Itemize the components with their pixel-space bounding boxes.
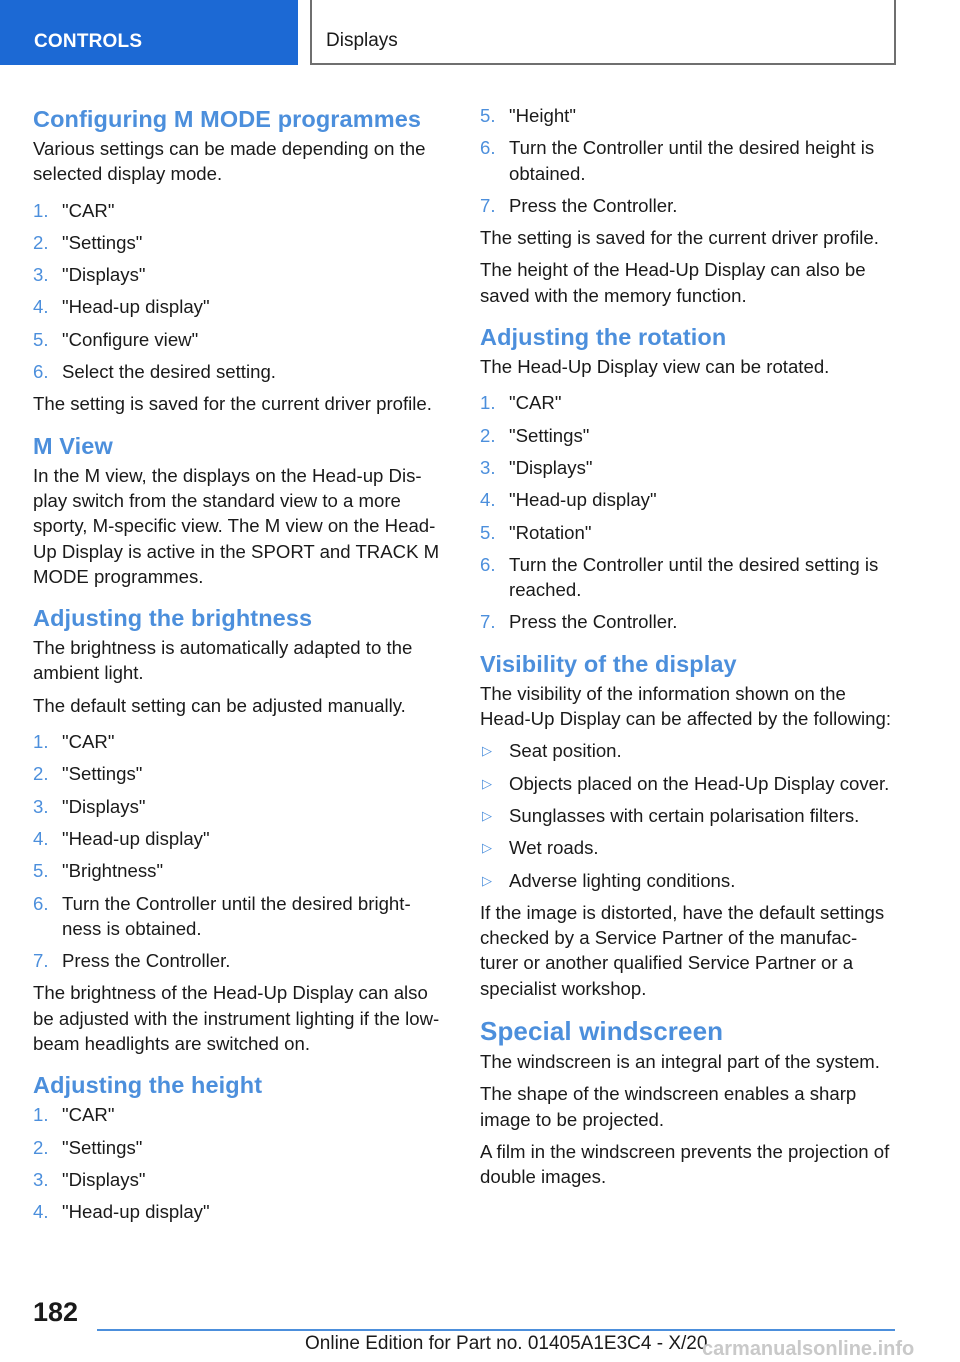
step-text: "Settings" bbox=[62, 1136, 143, 1158]
list-step bbox=[480, 390, 900, 415]
step-text: Turn the Controller until the desired height is obtained. bbox=[509, 137, 875, 184]
step-text: "Displays" bbox=[62, 264, 146, 286]
step-number: 3. bbox=[480, 456, 496, 478]
steps-list bbox=[33, 198, 445, 385]
bullet-item bbox=[480, 771, 900, 796]
step-number: 1. bbox=[480, 392, 496, 414]
step-number: 4. bbox=[480, 489, 496, 511]
list-step bbox=[33, 1167, 445, 1192]
heading-rotation: Adjusting the rotation bbox=[480, 324, 727, 351]
step-text: "Head-up display" bbox=[62, 296, 210, 318]
list-step bbox=[33, 948, 445, 973]
paragraph: In the M view, the displays on the Head-up Dis‐ play switch from the standard view to a more sporty, M-specific view. The M view on the Head-Up Display is active in the SPORT and TRACK M MODE programmes. bbox=[33, 464, 440, 587]
list-step bbox=[33, 359, 445, 384]
paragraph: The visibility of the information shown on the Head-Up Display can be affected by the following: bbox=[480, 682, 892, 730]
triangle-bullet-icon: ▷ bbox=[482, 807, 492, 823]
bullet-text: Wet roads. bbox=[509, 837, 599, 859]
steps-list bbox=[33, 729, 445, 973]
step-text: Turn the Controller until the desired setting is reached. bbox=[509, 553, 879, 601]
step-text: "Displays" bbox=[62, 795, 146, 817]
step-text: "Displays" bbox=[509, 456, 593, 478]
step-number: 2. bbox=[33, 1136, 49, 1158]
paragraph: The Head-Up Display view can be rotated. bbox=[480, 356, 830, 378]
step-text: "Configure view" bbox=[62, 328, 199, 350]
step-number: 4. bbox=[33, 1201, 49, 1223]
chapter-title: Displays bbox=[326, 30, 398, 51]
page-header bbox=[0, 0, 960, 66]
bullet-list bbox=[480, 738, 900, 892]
step-number: 5. bbox=[480, 105, 496, 126]
steps-list bbox=[480, 390, 900, 634]
triangle-bullet-icon: ▷ bbox=[482, 840, 492, 856]
list-step bbox=[33, 262, 445, 287]
step-number: 3. bbox=[33, 1168, 49, 1190]
triangle-bullet-icon: ▷ bbox=[482, 775, 492, 791]
edition-text: Online Edition for Part no. 01405A1E3C4 - X/20 bbox=[305, 1333, 708, 1354]
step-text: "Settings" bbox=[509, 424, 590, 446]
triangle-bullet-icon: ▷ bbox=[482, 743, 492, 759]
heading-special-windscreen: Special windscreen bbox=[480, 1016, 724, 1047]
list-step bbox=[33, 327, 445, 352]
footer-divider bbox=[97, 1329, 895, 1331]
step-number: 7. bbox=[480, 611, 496, 633]
paragraph: The height of the Head-Up Display can also be saved with the memory function. bbox=[480, 259, 866, 306]
paragraph: The setting is saved for the current driver profile. bbox=[480, 227, 879, 249]
step-number: 2. bbox=[33, 763, 49, 785]
step-number: 5. bbox=[33, 328, 49, 350]
list-step bbox=[480, 552, 900, 603]
step-text: Press the Controller. bbox=[509, 194, 678, 216]
step-number: 5. bbox=[33, 860, 49, 882]
bullet-item bbox=[480, 803, 900, 828]
step-number: 2. bbox=[480, 424, 496, 446]
step-number: 5. bbox=[480, 521, 496, 543]
step-number: 3. bbox=[33, 795, 49, 817]
paragraph: The brightness is automatically adapted to the ambient light. bbox=[33, 637, 413, 684]
step-text: "Head-up display" bbox=[62, 827, 210, 849]
list-step bbox=[480, 103, 900, 128]
list-step bbox=[33, 891, 445, 942]
step-text: "CAR" bbox=[62, 731, 115, 753]
steps-list bbox=[33, 1102, 445, 1224]
step-number: 2. bbox=[33, 231, 49, 253]
step-number: 1. bbox=[33, 1104, 49, 1126]
step-text: "Height" bbox=[509, 105, 576, 126]
step-text: "Displays" bbox=[62, 1168, 146, 1190]
step-text: Press the Controller. bbox=[62, 950, 231, 972]
step-text: "Head-up display" bbox=[62, 1201, 210, 1223]
chapter-tab bbox=[310, 0, 896, 65]
paragraph: The setting is saved for the current driver profile. bbox=[33, 393, 432, 415]
step-number: 3. bbox=[33, 264, 49, 286]
heading-height: Adjusting the height bbox=[33, 1072, 263, 1099]
left-column bbox=[33, 100, 445, 1232]
step-number: 1. bbox=[33, 199, 49, 221]
triangle-bullet-icon: ▷ bbox=[482, 872, 492, 888]
heading-brightness: Adjusting the brightness bbox=[33, 605, 313, 632]
list-step bbox=[480, 520, 900, 545]
paragraph: The shape of the windscreen enables a sharp image to be projected. bbox=[480, 1083, 857, 1130]
step-number: 6. bbox=[480, 553, 496, 575]
heading-configuring-m-mode: Configuring M MODE programmes bbox=[33, 106, 422, 132]
step-number: 4. bbox=[33, 296, 49, 318]
bullet-item bbox=[480, 868, 900, 893]
list-step bbox=[480, 487, 900, 512]
heading-visibility: Visibility of the display bbox=[480, 650, 737, 677]
list-step bbox=[480, 193, 900, 218]
step-number: 6. bbox=[33, 361, 49, 383]
paragraph: The default setting can be adjusted manually. bbox=[33, 694, 406, 716]
step-number: 7. bbox=[480, 194, 496, 216]
bullet-item bbox=[480, 835, 900, 860]
heading-m-view: M View bbox=[33, 432, 113, 459]
list-step bbox=[33, 794, 445, 819]
step-text: "CAR" bbox=[62, 199, 115, 221]
step-text: "Head-up display" bbox=[509, 489, 657, 511]
list-step bbox=[480, 135, 900, 186]
step-text: Select the desired setting. bbox=[62, 361, 276, 383]
section-tab bbox=[0, 0, 298, 65]
step-text: Press the Controller. bbox=[509, 611, 678, 633]
list-step bbox=[33, 198, 445, 223]
step-number: 1. bbox=[33, 731, 49, 753]
step-text: "Settings" bbox=[62, 763, 143, 785]
step-text: "Rotation" bbox=[509, 521, 592, 543]
page-number: 182 bbox=[33, 1297, 79, 1327]
list-step bbox=[480, 423, 900, 448]
list-step bbox=[480, 455, 900, 480]
bullet-text: Adverse lighting conditions. bbox=[509, 869, 736, 891]
list-step bbox=[33, 1135, 445, 1160]
step-text: "CAR" bbox=[509, 392, 562, 414]
step-text: "Brightness" bbox=[62, 860, 164, 882]
step-text: Turn the Controller until the desired bright‐ ness is obtained. bbox=[62, 892, 411, 939]
list-step bbox=[33, 858, 445, 883]
section-title: CONTROLS bbox=[34, 31, 143, 52]
paragraph: A film in the windscreen prevents the projection of double images. bbox=[480, 1140, 890, 1188]
list-step bbox=[33, 729, 445, 754]
list-step bbox=[33, 230, 445, 255]
step-text: "CAR" bbox=[62, 1104, 115, 1126]
paragraph: Various settings can be made depending on the selected display mode. bbox=[33, 138, 426, 185]
step-number: 7. bbox=[33, 950, 49, 972]
bullet-item bbox=[480, 738, 900, 763]
list-step bbox=[33, 294, 445, 319]
steps-list bbox=[480, 103, 900, 218]
paragraph: The brightness of the Head-Up Display can also be adjusted with the instrument lighting if the low-beam headlights are switched on. bbox=[33, 982, 440, 1055]
paragraph: The windscreen is an integral part of the system. bbox=[480, 1051, 880, 1073]
paragraph: If the image is distorted, have the default settings checked by a Service Partner of the manufac‐ turer or another qualified Service Partner or a specialist workshop. bbox=[480, 901, 885, 999]
list-step bbox=[480, 609, 900, 634]
step-number: 6. bbox=[480, 137, 496, 159]
list-step bbox=[33, 761, 445, 786]
list-step bbox=[33, 826, 445, 851]
watermark: carmanualsonline.info bbox=[702, 1338, 915, 1360]
step-number: 6. bbox=[33, 892, 49, 914]
bullet-text: Objects placed on the Head-Up Display cover. bbox=[509, 772, 890, 794]
list-step bbox=[33, 1102, 445, 1127]
right-column bbox=[480, 100, 900, 1197]
bullet-text: Sunglasses with certain polarisation filters. bbox=[509, 804, 860, 826]
step-number: 4. bbox=[33, 827, 49, 849]
bullet-text: Seat position. bbox=[509, 740, 622, 762]
list-step bbox=[33, 1199, 445, 1224]
step-text: "Settings" bbox=[62, 231, 143, 253]
